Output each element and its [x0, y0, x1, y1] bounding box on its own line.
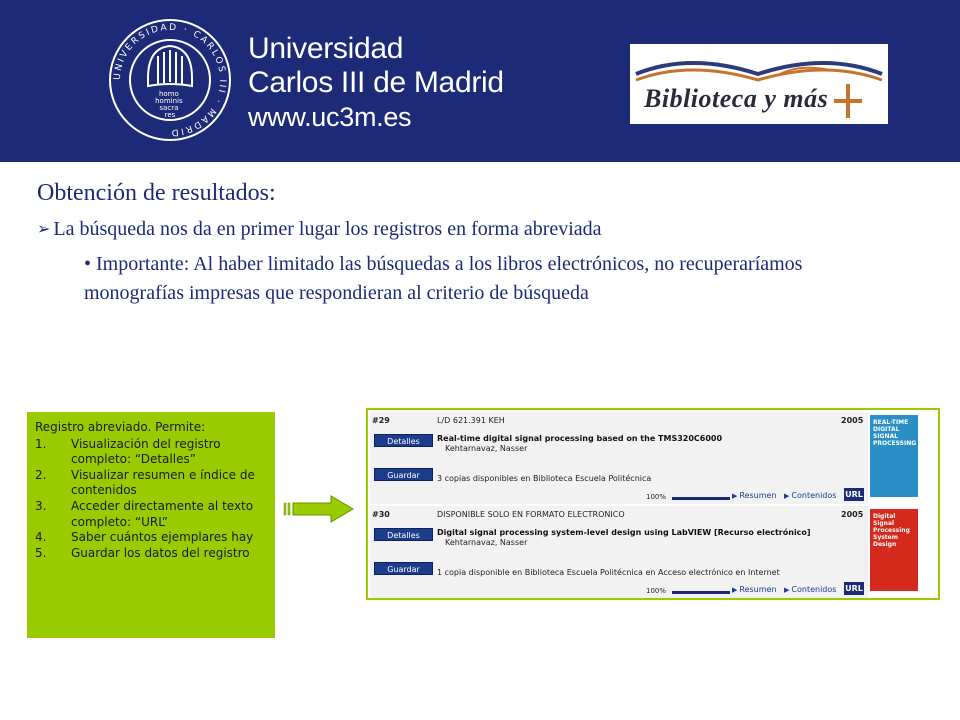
record-year: 2005	[841, 510, 864, 519]
details-button[interactable]: Detalles	[374, 434, 433, 447]
note-item	[35, 546, 267, 562]
note-intro: Registro abreviado. Permite:	[35, 420, 206, 434]
contents-link-label: Contenidos	[791, 491, 837, 500]
bullet-level1-text: La búsqueda nos da en primer lugar los registros en forma abreviada	[53, 218, 602, 240]
book-cover-text: Digital Signal Processing System Design	[873, 513, 910, 548]
seal-ring-text: UNIVERSIDAD · CARLOS III · MADRID	[112, 22, 228, 138]
note-item-text: Visualización del registro completo: “Detalles”	[71, 436, 221, 467]
search-results-panel	[366, 408, 940, 600]
record-author: Kehtarnavaz, Nasser	[445, 444, 528, 453]
note-item-number: 4.	[35, 530, 47, 545]
university-url: www.uc3m.es	[248, 102, 412, 132]
call-number: DISPONIBLE SOLO EN FORMATO ELECTRONICO	[437, 510, 625, 519]
note-item	[35, 530, 267, 546]
note-item-text: Visualizar resumen e índice de contenidos	[71, 467, 255, 498]
details-button[interactable]: Detalles	[374, 528, 433, 541]
note-item-number: 2.	[35, 467, 47, 482]
note-item	[35, 499, 267, 530]
summary-link-label: Resumen	[739, 491, 777, 500]
contents-link[interactable]	[784, 491, 836, 500]
note-item	[35, 437, 267, 468]
book-cover-image	[870, 415, 918, 497]
library-logo	[630, 44, 888, 124]
bullet-level1	[37, 218, 602, 241]
note-item-text: Guardar los datos del registro	[71, 545, 250, 560]
triangle-right-icon: ▶	[784, 586, 790, 594]
bullet-level2: • Importante: Al haber limitado las búsquedas a los libros electrónicos, no recuperaríamos monografías impresas que respondieran al criterio de búsqueda	[84, 253, 803, 304]
relevance-percent: 100%	[646, 587, 667, 595]
result-record	[370, 506, 868, 598]
relevance-bar	[672, 591, 730, 594]
save-button[interactable]: Guardar	[374, 562, 433, 575]
library-logo-text: Biblioteca y más	[644, 84, 829, 113]
note-item	[35, 468, 267, 499]
triangle-right-icon: ▶	[732, 586, 738, 594]
summary-link-label: Resumen	[739, 585, 777, 594]
university-line2: Carlos III de Madrid	[248, 66, 504, 99]
triangle-right-icon: ▶	[732, 492, 738, 500]
summary-link[interactable]	[732, 491, 777, 500]
slide-heading: Obtención de resultados:	[37, 180, 276, 206]
record-title[interactable]: Digital signal processing system-level design using LabVIEW [Recurso electrónico]	[437, 528, 811, 537]
save-button[interactable]: Guardar	[374, 468, 433, 481]
book-cover-image	[870, 509, 918, 591]
header-band	[0, 0, 960, 162]
note-item-number: 3.	[35, 498, 47, 513]
note-item-number: 5.	[35, 545, 47, 560]
record-title[interactable]: Real-time digital signal processing based on the TMS320C6000	[437, 434, 723, 443]
university-name	[248, 32, 504, 134]
availability-text[interactable]: 3 copias disponibles en Biblioteca Escuela Politécnica	[437, 474, 652, 483]
relevance-bar	[672, 497, 730, 500]
record-year: 2005	[841, 416, 864, 425]
call-number: L/D 621.391 KEH	[437, 416, 505, 425]
university-seal-icon	[108, 18, 232, 142]
svg-text:homo hominis sacra: homo hominis sacra res	[155, 90, 183, 119]
record-number: #29	[372, 416, 390, 425]
note-list	[35, 437, 267, 562]
right-arrow-icon	[283, 494, 355, 524]
arrow-bullet-icon: ➢	[37, 221, 51, 238]
relevance-percent: 100%	[646, 493, 667, 501]
note-box	[27, 412, 275, 638]
note-item-number: 1.	[35, 436, 47, 451]
contents-link[interactable]	[784, 585, 836, 594]
result-record	[370, 412, 868, 504]
book-cover-text: REAL-TIME DIGITAL SIGNAL PROCESSING	[873, 419, 917, 447]
triangle-right-icon: ▶	[784, 492, 790, 500]
contents-link-label: Contenidos	[791, 585, 837, 594]
availability-text[interactable]: 1 copia disponible en Biblioteca Escuela Politécnica en Acceso electrónico en Internet	[437, 568, 780, 577]
record-author: Kehtarnavaz, Nasser	[445, 538, 528, 547]
url-button[interactable]: URL	[845, 584, 863, 593]
summary-link[interactable]	[732, 585, 777, 594]
university-line1: Universidad	[248, 32, 404, 65]
note-item-text: Acceder directamente al texto completo: “URL”	[71, 498, 254, 529]
note-item-text: Saber cuántos ejemplares hay	[71, 530, 254, 545]
url-button[interactable]: URL	[845, 490, 863, 499]
record-number: #30	[372, 510, 390, 519]
